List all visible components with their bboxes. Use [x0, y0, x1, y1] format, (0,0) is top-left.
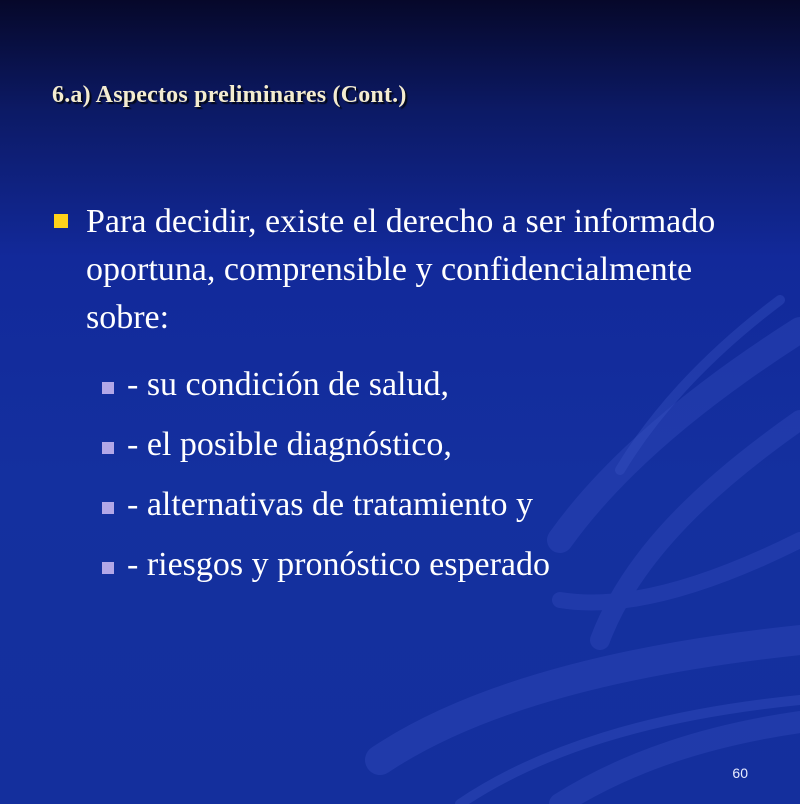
lilac-square-bullet-icon: [102, 562, 114, 574]
yellow-square-bullet-icon: [54, 214, 68, 228]
main-bullet-text: Para decidir, existe el derecho a ser informado oportuna, comprensible y confidencialmente sobre:: [86, 203, 716, 336]
page-number: 60: [732, 765, 748, 781]
sub-bullet-text: - el posible diagnóstico,: [127, 426, 452, 463]
sub-bullet-text: - riesgos y pronóstico esperado: [127, 546, 551, 583]
sub-bullet-text: - su condición de salud,: [127, 366, 449, 403]
lilac-square-bullet-icon: [102, 382, 114, 394]
lilac-square-bullet-icon: [102, 502, 114, 514]
lilac-square-bullet-icon: [102, 442, 114, 454]
slide-title: 6.a) Aspectos preliminares (Cont.): [52, 82, 407, 108]
sub-bullet-text: - alternativas de tratamiento y: [127, 486, 533, 523]
